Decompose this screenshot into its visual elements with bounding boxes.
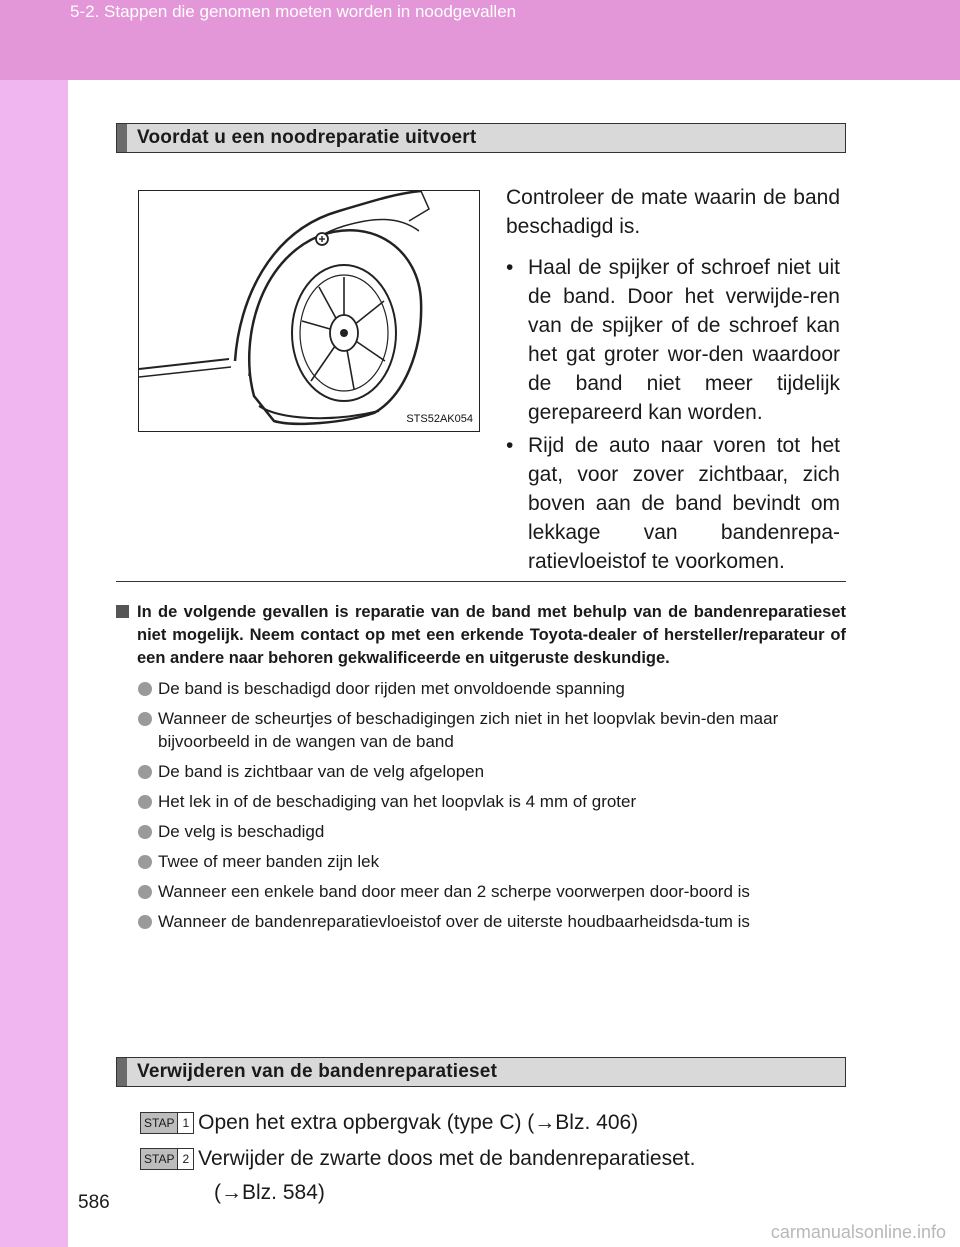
circle-bullet-icon	[138, 885, 152, 899]
list-item: Wanneer de bandenreparatievloeistof over de uiterste houdbaarheidsda-tum is	[116, 910, 846, 933]
note-heading: In de volgende gevallen is reparatie van de band met behulp van de bandenreparatieset niet mogelijk. Neem contact op met een erkende Toyota-dealer of hersteller/reparateur of een andere naar behoren gekwalificeerde en uitgeruste deskundige.	[116, 601, 846, 670]
bullet-icon: •	[506, 256, 514, 279]
watermark: carmanualsonline.info	[770, 1222, 946, 1242]
step-2-reference: (→Blz. 584)	[214, 1181, 325, 1204]
step-1	[140, 1111, 638, 1135]
side-strip	[0, 80, 68, 1247]
tire-illustration	[138, 190, 480, 432]
circle-bullet-icon	[138, 855, 152, 869]
step-badge: STAP 1	[140, 1112, 194, 1134]
divider	[116, 581, 846, 582]
circle-bullet-icon	[138, 795, 152, 809]
square-icon	[116, 605, 129, 618]
page-number: 586	[78, 1192, 110, 1213]
step-badge: STAP 2	[140, 1148, 194, 1170]
list-item: Het lek in of de beschadiging van het loopvlak is 4 mm of groter	[116, 790, 846, 813]
section-title-bar	[116, 1057, 846, 1087]
list-item: Wanneer een enkele band door meer dan 2 scherpe voorwerpen door-boord is	[116, 880, 846, 903]
list-item: De band is beschadigd door rijden met onvoldoende spanning	[116, 677, 846, 700]
circle-bullet-icon	[138, 915, 152, 929]
list-item: De band is zichtbaar van de velg afgelopen	[116, 760, 846, 783]
bullet-icon: •	[506, 434, 514, 457]
list-item: • Rijd de auto naar voren tot het gat, voor zover zichtbaar, zich boven aan de band bevindt om lekkage van bandenrepa-ratievloeistof te voorkomen.	[506, 431, 840, 576]
step-2	[140, 1147, 695, 1171]
list-item: De velg is beschadigd	[116, 820, 846, 843]
circle-bullet-icon	[138, 765, 152, 779]
figure-code: STS52AK054	[406, 413, 473, 425]
section-body	[506, 183, 840, 580]
list-item: Twee of meer banden zijn lek	[116, 850, 846, 873]
list-item: • Haal de spijker of schroef niet uit de band. Door het verwijde-ren van de spijker of de schroef kan het gat groter wor-den waardoor de band niet meer tijdelijk gerepareerd kan worden.	[506, 253, 840, 427]
wheel-with-screw-icon	[139, 191, 479, 431]
step-text: Open het extra opbergvak (type C) (→Blz. 406)	[198, 1111, 639, 1135]
step-text: Verwijder de zwarte doos met de bandenreparatieset.	[198, 1147, 696, 1171]
list-item: Wanneer de scheurtjes of beschadigingen zich niet in het loopvlak bevin-den maar bijvoorbeeld in de wangen van de band	[116, 707, 846, 753]
section-title-bar	[116, 123, 846, 153]
chapter-title: 5-2. Stappen die genomen moeten worden in noodgevallen	[70, 2, 517, 21]
section-title: Verwijderen van de bandenreparatieset	[137, 1061, 498, 1082]
circle-bullet-icon	[138, 712, 152, 726]
circle-bullet-icon	[138, 682, 152, 696]
note-block	[116, 601, 846, 933]
section-title: Voordat u een noodreparatie uitvoert	[137, 127, 477, 148]
intro-text: Controleer de mate waarin de band beschadigd is.	[506, 186, 840, 238]
circle-bullet-icon	[138, 825, 152, 839]
